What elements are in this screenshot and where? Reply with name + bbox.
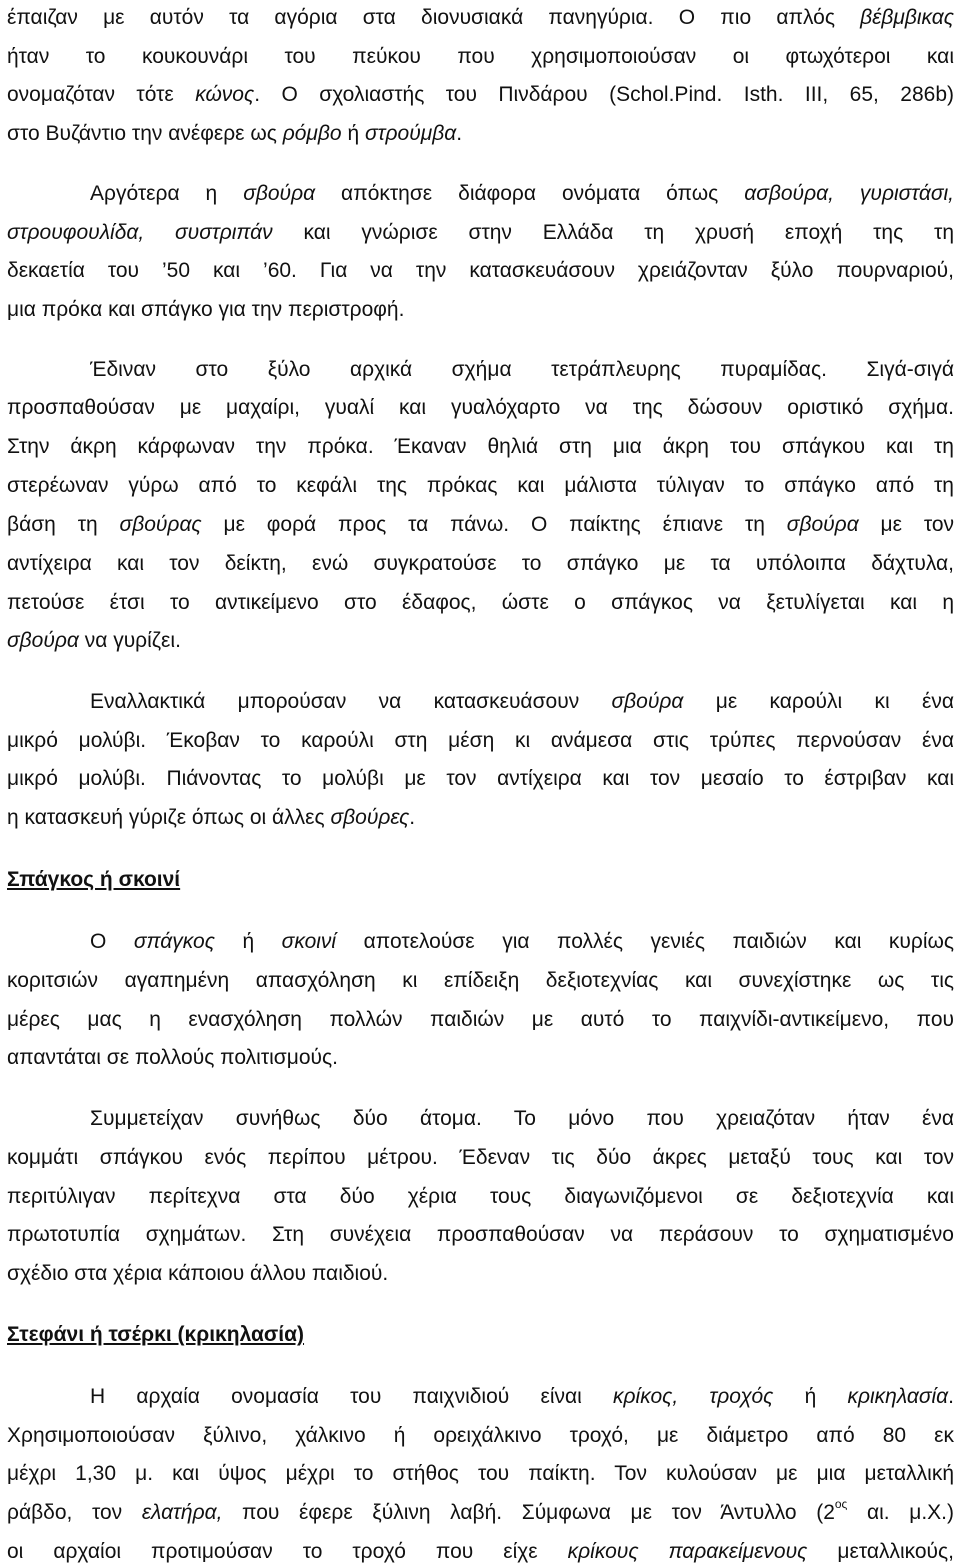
text-line: ονομαζόταν τότε κώνος. Ο σχολιαστής του Πινδάρου (Schol.Pind. Isth. III, 65, 286b) [7, 83, 954, 106]
text-line: Έδιναν στο ξύλο αρχικά σχήμα τετράπλευρης πυραμίδας. Σιγά-σιγά [90, 358, 954, 381]
text-line: Αργότερα η σβούρα απόκτησε διάφορα ονόματα όπως ασβούρα, γυριστάσι, [90, 182, 954, 205]
text-line: πρωτοτυπία σχημάτων. Στη συνέχεια προσπαθούσαν να περάσουν το σχηματισμένο [7, 1223, 954, 1246]
text-line: Συμμετείχαν συνήθως δύο άτομα. Το μόνο που χρειαζόταν ήταν ένα [90, 1107, 954, 1130]
text-line: πετούσε έτσι το αντικείμενο στο έδαφος, ώστε ο σπάγκος να ξετυλίγεται και η [7, 591, 954, 614]
text-line: έπαιζαν με αυτόν τα αγόρια στα διονυσιακά πανηγύρια. Ο πιο απλός βέβμβικας [7, 6, 954, 29]
text-line: Η αρχαία ονομασία του παιχνιδιού είναι κρίκος, τροχός ή κρικηλασία. [90, 1385, 954, 1408]
text-line: κοριτσιών αγαπημένη απασχόληση κι επίδειξη δεξιοτεχνίας και συνεχίστηκε ως τις [7, 969, 954, 992]
text-line: δεκαετία του ’50 και ’60. Για να την κατασκευάσουν χρειάζονταν ξύλο πουρναριού, [7, 259, 954, 282]
text-line: Ο σπάγκος ή σκοινί αποτελούσε για πολλές γενιές παιδιών και κυρίως [90, 930, 954, 953]
section-heading: Σπάγκος ή σκοινί [7, 868, 181, 891]
text-line: κομμάτι σπάγκου ενός περίπου μέτρου. Έδεναν τις δύο άκρες μεταξύ τους και τον [7, 1146, 954, 1169]
text-line: στρουφουλίδα, συστριπάν και γνώρισε στην Ελλάδα τη χρυσή εποχή της τη [7, 221, 954, 244]
text-line: βάση τη σβούρας με φορά προς τα πάνω. Ο παίκτης έπιανε τη σβούρα με τον [7, 513, 954, 536]
text-line: στο Βυζάντιο την ανέφερε ως ρόμβο ή στρούμβα. [7, 122, 463, 145]
text-line: μικρό μολύβι. Πιάνοντας το μολύβι με τον αντίχειρα και τον μεσαίο το έστριβαν και [7, 767, 954, 790]
text-line: στερέωναν γύρω από το κεφάλι της πρόκας και μάλιστα τύλιγαν το σπάγκο από τη [7, 474, 954, 497]
text-line: Εναλλακτικά μπορούσαν να κατασκευάσουν σβούρα με καρούλι κι ένα [90, 690, 954, 713]
text-line: μέχρι 1,30 μ. και ύψος μέχρι το στήθος του παίκτη. Τον κυλούσαν με μια μεταλλική [7, 1462, 954, 1485]
text-line: σχέδιο στα χέρια κάποιου άλλου παιδιού. [7, 1262, 389, 1285]
text-line: μικρό μολύβι. Έκοβαν το καρούλι στη μέση κι ανάμεσα στις τρύπες περνούσαν ένα [7, 729, 954, 752]
text-line: αντίχειρα και τον δείκτη, ενώ συγκρατούσε το σπάγκο με τα υπόλοιπα δάχτυλα, [7, 552, 954, 575]
text-line: προσπαθούσαν με μαχαίρι, γυαλί και γυαλόχαρτο να της δώσουν οριστικό σχήμα. [7, 396, 954, 419]
section-heading: Στεφάνι ή τσέρκι (κρικηλασία) [7, 1323, 305, 1346]
text-line: Χρησιμοποιούσαν ξύλινο, χάλκινο ή ορειχάλκινο τροχό, με διάμετρο από 80 εκ [7, 1424, 954, 1447]
text-line: απαντάται σε πολλούς πολιτισμούς. [7, 1046, 338, 1069]
text-line: περιτύλιγαν περίτεχνα στα δύο χέρια τους διαγωνιζόμενοι σε δεξιοτεχνία και [7, 1185, 954, 1208]
text-line: ράβδο, τον ελατήρα, που έφερε ξύλινη λαβή. Σύμφωνα με τον Άντυλλο ($2^{o\varsigma}$ αι. μ.Χ.) [7, 1499, 954, 1524]
text-line: μέρες μας η ενασχόληση πολλών παιδιών με αυτό το παιχνίδι-αντικείμενο, που [7, 1008, 954, 1031]
text-line: σβούρα να γυρίζει. [7, 629, 181, 652]
text-line: Στην άκρη κάρφωναν την πρόκα. Έκαναν θηλιά στη μια άκρη του σπάγκου και τη [7, 435, 954, 458]
text-line: οι αρχαίοι προτιμούσαν το τροχό που είχε κρίκους παρακείμενους μεταλλικούς, [7, 1540, 954, 1563]
text-line: μια πρόκα και σπάγκο για την περιστροφή. [7, 298, 405, 321]
text-line: η κατασκευή γύριζε όπως οι άλλες σβούρες. [7, 806, 416, 829]
text-line: ήταν το κουκουνάρι του πεύκου που χρησιμοποιούσαν οι φτωχότεροι και [7, 45, 954, 68]
